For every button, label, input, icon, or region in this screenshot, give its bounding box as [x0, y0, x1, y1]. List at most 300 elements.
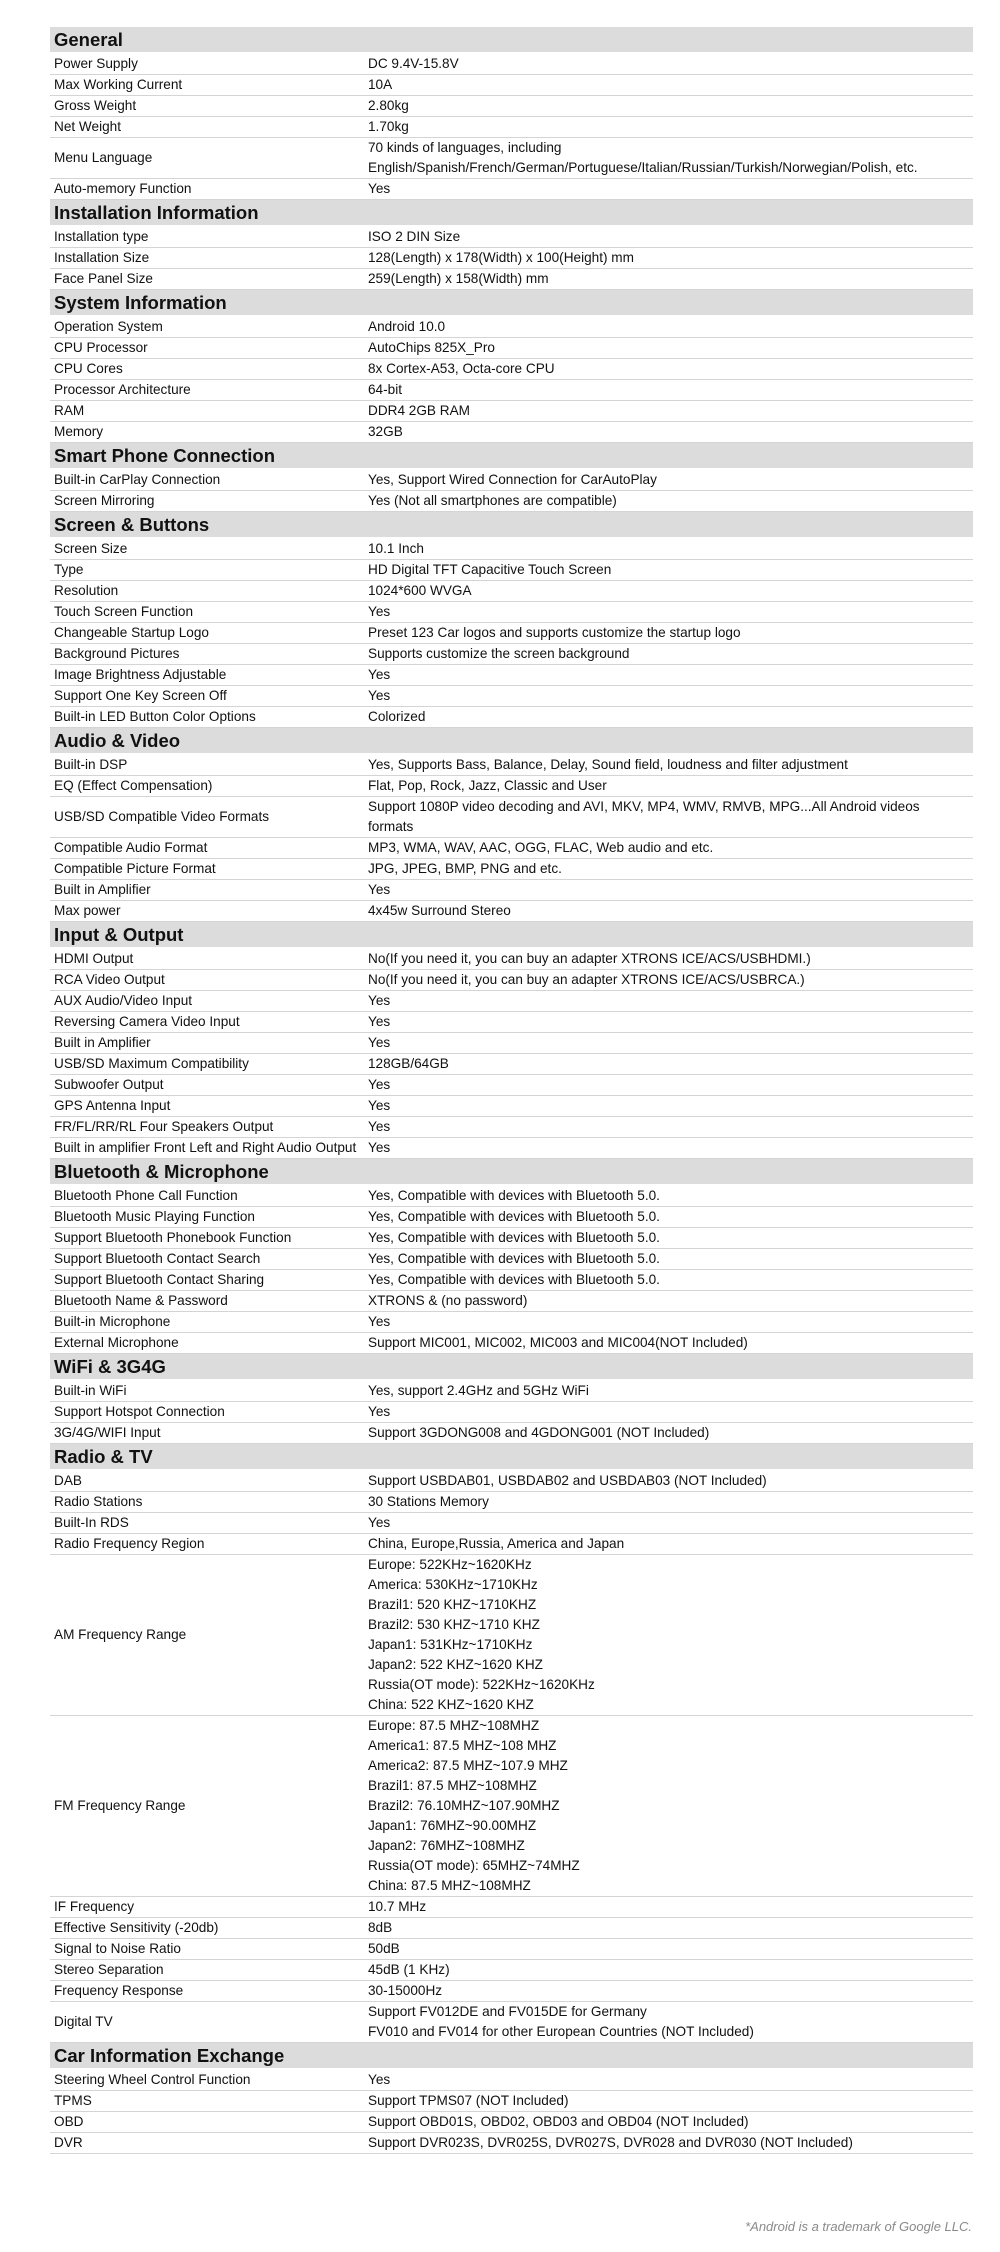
spec-value [368, 707, 973, 727]
spec-label: Compatible Picture Format [54, 861, 216, 876]
spec-label: Gross Weight [54, 98, 137, 113]
section-header: Screen & Buttons [50, 512, 973, 537]
spec-value-line: No(If you need it, you can buy an adapter XTRONS ICE/ACS/USBHDMI.) [368, 951, 811, 966]
spec-row [50, 1897, 973, 1918]
spec-value [368, 338, 973, 358]
spec-value [368, 1033, 973, 1053]
spec-label: Memory [54, 424, 104, 439]
spec-label: Built-in WiFi [54, 1383, 127, 1398]
spec-value-line: Brazil1: 87.5 MHZ~108MHZ [368, 1778, 537, 1793]
spec-row [50, 859, 973, 880]
spec-label: Bluetooth Phone Call Function [54, 1188, 238, 1203]
section-header: Radio & TV [50, 1444, 973, 1469]
spec-value-line: Yes, Compatible with devices with Bluetooth 5.0. [368, 1188, 660, 1203]
spec-value-line: Europe: 522KHz~1620KHz [368, 1557, 532, 1572]
spec-value-line: 2.80kg [368, 98, 409, 113]
spec-label: FM Frequency Range [54, 1798, 186, 1813]
spec-label: Built-in DSP [54, 757, 128, 772]
spec-label: Bluetooth Name & Password [54, 1293, 228, 1308]
spec-value-line: ISO 2 DIN Size [368, 229, 461, 244]
spec-value-line: DC 9.4V-15.8V [368, 56, 459, 71]
spec-value [368, 970, 973, 990]
spec-row [50, 665, 973, 686]
spec-row [50, 1960, 973, 1981]
spec-label: CPU Cores [54, 361, 123, 376]
spec-label: EQ (Effect Compensation) [54, 778, 213, 793]
spec-value-line: No(If you need it, you can buy an adapter XTRONS ICE/ACS/USBRCA.) [368, 972, 805, 987]
spec-row [50, 776, 973, 797]
spec-label: Image Brightness Adjustable [54, 667, 227, 682]
spec-row [50, 1249, 973, 1270]
spec-value-line: 4x45w Surround Stereo [368, 903, 511, 918]
spec-row [50, 269, 973, 290]
spec-section [50, 200, 973, 290]
spec-value-line: China: 522 KHZ~1620 KHZ [368, 1697, 534, 1712]
spec-row [50, 838, 973, 859]
spec-label: Support Bluetooth Contact Search [54, 1251, 261, 1266]
spec-row [50, 1054, 973, 1075]
spec-value-line: Yes [368, 667, 391, 682]
spec-row [50, 1939, 973, 1960]
spec-section [50, 728, 973, 922]
section-header: Input & Output [50, 922, 973, 947]
spec-value [368, 138, 973, 178]
spec-value-line: Europe: 87.5 MHZ~108MHZ [368, 1718, 540, 1733]
spec-row [50, 797, 973, 838]
spec-value [368, 1291, 973, 1311]
spec-value-line: Yes, Supports Bass, Balance, Delay, Sound field, loudness and filter adjustment [368, 757, 848, 772]
spec-value-line: Russia(OT mode): 65MHZ~74MHZ [368, 1858, 580, 1873]
spec-row [50, 401, 973, 422]
spec-row [50, 380, 973, 401]
spec-value-line: 64-bit [368, 382, 403, 397]
spec-row [50, 1075, 973, 1096]
spec-value-line: Yes [368, 1515, 391, 1530]
spec-value [368, 1939, 973, 1959]
spec-value-line: Support 1080P video decoding and AVI, MKV, MP4, WMV, RMVB, MPG...All Android videos [368, 799, 920, 814]
spec-value [368, 838, 973, 858]
spec-label: Subwoofer Output [54, 1077, 164, 1092]
spec-value-line: HD Digital TFT Capacitive Touch Screen [368, 562, 612, 577]
spec-label: Installation Size [54, 250, 150, 265]
spec-section [50, 512, 973, 728]
spec-value-line: Russia(OT mode): 522KHz~1620KHz [368, 1677, 595, 1692]
spec-section [50, 922, 973, 1159]
spec-value-line: China: 87.5 MHZ~108MHZ [368, 1878, 531, 1893]
spec-label: Max power [54, 903, 121, 918]
spec-row [50, 1381, 973, 1402]
spec-value-line: DDR4 2GB RAM [368, 403, 470, 418]
spec-value-line: Yes [368, 993, 391, 1008]
spec-label: RAM [54, 403, 85, 418]
spec-label: Built in Amplifier [54, 882, 151, 897]
spec-section [50, 2043, 973, 2154]
spec-row [50, 470, 973, 491]
spec-row [50, 1033, 973, 1054]
spec-label: Screen Mirroring [54, 493, 155, 508]
spec-row [50, 179, 973, 200]
spec-value [368, 1096, 973, 1116]
spec-value-line: 10A [368, 77, 393, 92]
spec-row [50, 248, 973, 269]
spec-label: Installation type [54, 229, 149, 244]
spec-value [368, 2002, 973, 2042]
spec-row [50, 880, 973, 901]
spec-row [50, 1534, 973, 1555]
section-header: System Information [50, 290, 973, 315]
spec-row [50, 54, 973, 75]
spec-value-line: 30-15000Hz [368, 1983, 443, 1998]
spec-row [50, 1117, 973, 1138]
spec-label: External Microphone [54, 1335, 179, 1350]
spec-row [50, 2091, 973, 2112]
spec-value-line: 10.7 MHz [368, 1899, 427, 1914]
spec-row [50, 1270, 973, 1291]
spec-value [368, 644, 973, 664]
spec-row [50, 117, 973, 138]
spec-row [50, 991, 973, 1012]
spec-value-line: MP3, WMA, WAV, AAC, OGG, FLAC, Web audio and etc. [368, 840, 714, 855]
section-header: Installation Information [50, 200, 973, 225]
spec-value [368, 755, 973, 775]
spec-row [50, 1918, 973, 1939]
spec-value-line: Support USBDAB01, USBDAB02 and USBDAB03 (NOT Included) [368, 1473, 767, 1488]
spec-row [50, 1012, 973, 1033]
spec-row [50, 96, 973, 117]
spec-label: DAB [54, 1473, 82, 1488]
spec-label: OBD [54, 2114, 84, 2129]
spec-value-line: 259(Length) x 158(Width) mm [368, 271, 549, 286]
spec-value [368, 901, 973, 921]
spec-label: RCA Video Output [54, 972, 165, 987]
spec-value [368, 1471, 973, 1491]
spec-value [368, 991, 973, 1011]
spec-value [368, 1716, 973, 1896]
spec-label: CPU Processor [54, 340, 148, 355]
spec-label: Built-in Microphone [54, 1314, 171, 1329]
spec-row [50, 1186, 973, 1207]
spec-value-line: Yes, Compatible with devices with Bluetooth 5.0. [368, 1272, 660, 1287]
spec-value [368, 1534, 973, 1554]
spec-value-line: Yes (Not all smartphones are compatible) [368, 493, 617, 508]
spec-label: Operation System [54, 319, 163, 334]
spec-value [368, 359, 973, 379]
spec-value [368, 665, 973, 685]
spec-value-line: formats [368, 819, 414, 834]
spec-row [50, 1228, 973, 1249]
spec-value [368, 859, 973, 879]
spec-section [50, 290, 973, 443]
spec-value-line: Support 3GDONG008 and 4GDONG001 (NOT Included) [368, 1425, 710, 1440]
spec-label: Steering Wheel Control Function [54, 2072, 251, 2087]
spec-label: Stereo Separation [54, 1962, 164, 1977]
spec-label: Built-In RDS [54, 1515, 129, 1530]
spec-value-line: 128(Length) x 178(Width) x 100(Height) mm [368, 250, 634, 265]
spec-value-line: Colorized [368, 709, 426, 724]
spec-value-line: Brazil2: 530 KHZ~1710 KHZ [368, 1617, 540, 1632]
spec-row [50, 359, 973, 380]
spec-value-line: 128GB/64GB [368, 1056, 449, 1071]
spec-value [368, 539, 973, 559]
spec-value [368, 1075, 973, 1095]
spec-row [50, 2070, 973, 2091]
spec-section [50, 1354, 973, 1444]
spec-value [368, 248, 973, 268]
spec-label: AUX Audio/Video Input [54, 993, 193, 1008]
spec-value-line: Support TPMS07 (NOT Included) [368, 2093, 569, 2108]
spec-value [368, 1228, 973, 1248]
spec-value [368, 2070, 973, 2090]
spec-value [368, 581, 973, 601]
spec-label: Bluetooth Music Playing Function [54, 1209, 255, 1224]
spec-value [368, 1513, 973, 1533]
spec-label: Built-in LED Button Color Options [54, 709, 256, 724]
spec-label: Max Working Current [54, 77, 183, 92]
spec-value-line: Yes [368, 2072, 391, 2087]
spec-row [50, 2002, 973, 2043]
spec-value-line: Brazil1: 520 KHZ~1710KHZ [368, 1597, 537, 1612]
spec-value [368, 1981, 973, 2001]
spec-label: Reversing Camera Video Input [54, 1014, 240, 1029]
spec-label: Menu Language [54, 150, 153, 165]
spec-value [368, 1960, 973, 1980]
spec-label: Background Pictures [54, 646, 180, 661]
spec-value-line: 50dB [368, 1941, 400, 1956]
spec-value [368, 1402, 973, 1422]
spec-value-line: Yes, Compatible with devices with Bluetooth 5.0. [368, 1251, 660, 1266]
spec-value [368, 401, 973, 421]
spec-value-line: America: 530KHz~1710KHz [368, 1577, 538, 1592]
spec-value [368, 686, 973, 706]
spec-label: USB/SD Compatible Video Formats [54, 809, 270, 824]
spec-value-line: Japan2: 76MHZ~108MHZ [368, 1838, 525, 1853]
spec-row [50, 1471, 973, 1492]
spec-value-line: Yes [368, 1119, 391, 1134]
spec-row [50, 602, 973, 623]
spec-value-line: China, Europe,Russia, America and Japan [368, 1536, 625, 1551]
spec-value [368, 880, 973, 900]
spec-label: Signal to Noise Ratio [54, 1941, 181, 1956]
spec-row [50, 138, 973, 179]
spec-label: Compatible Audio Format [54, 840, 208, 855]
spec-label: FR/FL/RR/RL Four Speakers Output [54, 1119, 274, 1134]
spec-value-line: 32GB [368, 424, 403, 439]
spec-value-line: Yes [368, 604, 391, 619]
spec-label: Touch Screen Function [54, 604, 194, 619]
spec-label: Radio Stations [54, 1494, 143, 1509]
spec-value-line: 45dB (1 KHz) [368, 1962, 450, 1977]
spec-row [50, 539, 973, 560]
spec-value [368, 1012, 973, 1032]
spec-row [50, 422, 973, 443]
spec-value [368, 1117, 973, 1137]
spec-label: Support Bluetooth Phonebook Function [54, 1230, 292, 1245]
spec-label: Built in amplifier Front Left and Right Audio Output [54, 1140, 357, 1155]
spec-label: Net Weight [54, 119, 121, 134]
spec-label: Support Bluetooth Contact Sharing [54, 1272, 265, 1287]
spec-value-line: Yes, Support Wired Connection for CarAutoPlay [368, 472, 657, 487]
spec-value-line: Yes [368, 688, 391, 703]
spec-value-line: Support OBD01S, OBD02, OBD03 and OBD04 (NOT Included) [368, 2114, 749, 2129]
spec-row [50, 1981, 973, 2002]
spec-value-line: 70 kinds of languages, including [368, 140, 562, 155]
spec-label: Screen Size [54, 541, 128, 556]
spec-value-line: Yes [368, 1404, 391, 1419]
section-header: General [50, 27, 973, 52]
spec-value [368, 2091, 973, 2111]
spec-value [368, 269, 973, 289]
section-header: Car Information Exchange [50, 2043, 973, 2068]
spec-row [50, 75, 973, 96]
spec-value-line: Yes [368, 1014, 391, 1029]
spec-value [368, 1423, 973, 1443]
spec-label: Radio Frequency Region [54, 1536, 205, 1551]
spec-label: Processor Architecture [54, 382, 191, 397]
spec-value [368, 75, 973, 95]
spec-value [368, 1381, 973, 1401]
spec-value [368, 491, 973, 511]
spec-label: Built in Amplifier [54, 1035, 151, 1050]
spec-value-line: 1.70kg [368, 119, 409, 134]
spec-label: USB/SD Maximum Compatibility [54, 1056, 249, 1071]
spec-row [50, 949, 973, 970]
spec-label: Resolution [54, 583, 119, 598]
spec-value [368, 422, 973, 442]
spec-value-line: Android 10.0 [368, 319, 446, 334]
spec-value-line: Japan1: 76MHZ~90.00MHZ [368, 1818, 537, 1833]
spec-label: Frequency Response [54, 1983, 184, 1998]
spec-value-line: 10.1 Inch [368, 541, 424, 556]
trademark-footnote: *Android is a trademark of Google LLC. [745, 2219, 972, 2234]
spec-value-line: English/Spanish/French/German/Portuguese/Italian/Russian/Turkish/Norwegian/Polish, etc. [368, 160, 918, 175]
spec-row [50, 623, 973, 644]
spec-row [50, 338, 973, 359]
spec-value-line: Yes [368, 1077, 391, 1092]
spec-row [50, 1716, 973, 1897]
spec-label: HDMI Output [54, 951, 134, 966]
spec-row [50, 491, 973, 512]
spec-label: IF Frequency [54, 1899, 135, 1914]
spec-value [368, 1249, 973, 1269]
spec-row [50, 1207, 973, 1228]
spec-label: Auto-memory Function [54, 181, 192, 196]
spec-label: Digital TV [54, 2014, 113, 2029]
spec-value-line: Preset 123 Car logos and supports customize the startup logo [368, 625, 741, 640]
spec-value-line: Yes [368, 1098, 391, 1113]
spec-value [368, 949, 973, 969]
spec-value-line: Yes [368, 181, 391, 196]
spec-value [368, 1918, 973, 1938]
spec-row [50, 707, 973, 728]
spec-value [368, 1492, 973, 1512]
spec-value [368, 227, 973, 247]
spec-value-line: Yes [368, 1314, 391, 1329]
spec-value-line: Support FV012DE and FV015DE for Germany [368, 2004, 647, 2019]
spec-label: Changeable Startup Logo [54, 625, 209, 640]
spec-row [50, 1138, 973, 1159]
spec-row [50, 1402, 973, 1423]
spec-value [368, 470, 973, 490]
spec-label: Built-in CarPlay Connection [54, 472, 221, 487]
spec-row [50, 560, 973, 581]
spec-row [50, 1312, 973, 1333]
spec-value [368, 1897, 973, 1917]
spec-value-line: 1024*600 WVGA [368, 583, 472, 598]
spec-value [368, 623, 973, 643]
spec-value-line: Yes, Compatible with devices with Bluetooth 5.0. [368, 1209, 660, 1224]
spec-label: Power Supply [54, 56, 138, 71]
spec-label: TPMS [54, 2093, 92, 2108]
spec-value-line: America2: 87.5 MHZ~107.9 MHZ [368, 1758, 568, 1773]
spec-label: Face Panel Size [54, 271, 153, 286]
spec-value [368, 1207, 973, 1227]
spec-label: Effective Sensitivity (-20db) [54, 1920, 219, 1935]
spec-value [368, 560, 973, 580]
spec-value-line: Support DVR023S, DVR025S, DVR027S, DVR028 and DVR030 (NOT Included) [368, 2135, 853, 2150]
spec-value-line: Yes, Compatible with devices with Bluetooth 5.0. [368, 1230, 660, 1245]
spec-value-line: 30 Stations Memory [368, 1494, 489, 1509]
spec-label: 3G/4G/WIFI Input [54, 1425, 161, 1440]
spec-row [50, 970, 973, 991]
spec-label: AM Frequency Range [54, 1627, 187, 1642]
spec-row [50, 227, 973, 248]
spec-value-line: XTRONS & (no password) [368, 1293, 528, 1308]
spec-section [50, 27, 973, 200]
spec-value [368, 776, 973, 796]
spec-label: DVR [54, 2135, 83, 2150]
spec-value-line: Brazil2: 76.10MHZ~107.90MHZ [368, 1798, 560, 1813]
spec-value-line: Yes [368, 1140, 391, 1155]
spec-row [50, 1291, 973, 1312]
spec-value [368, 2133, 973, 2153]
section-header: Smart Phone Connection [50, 443, 973, 468]
spec-value [368, 602, 973, 622]
spec-section [50, 443, 973, 512]
spec-value-line: Japan1: 531KHz~1710KHz [368, 1637, 533, 1652]
spec-value [368, 117, 973, 137]
spec-row [50, 1513, 973, 1534]
spec-value [368, 797, 973, 837]
section-header: Bluetooth & Microphone [50, 1159, 973, 1184]
spec-value [368, 1054, 973, 1074]
spec-row [50, 1423, 973, 1444]
spec-value-line: 8dB [368, 1920, 393, 1935]
spec-row [50, 1555, 973, 1716]
spec-value-line: JPG, JPEG, BMP, PNG and etc. [368, 861, 562, 876]
spec-value-line: 8x Cortex-A53, Octa-core CPU [368, 361, 555, 376]
spec-value-line: Flat, Pop, Rock, Jazz, Classic and User [368, 778, 607, 793]
spec-row [50, 2112, 973, 2133]
spec-row [50, 317, 973, 338]
spec-value [368, 2112, 973, 2132]
spec-row [50, 1333, 973, 1354]
spec-label: Support Hotspot Connection [54, 1404, 225, 1419]
spec-value [368, 179, 973, 199]
spec-value-line: AutoChips 825X_Pro [368, 340, 495, 355]
spec-row [50, 755, 973, 776]
spec-value [368, 96, 973, 116]
spec-value [368, 1555, 973, 1715]
spec-row [50, 1096, 973, 1117]
spec-section [50, 1159, 973, 1354]
spec-value-line: Yes [368, 1035, 391, 1050]
spec-value [368, 380, 973, 400]
spec-value [368, 1270, 973, 1290]
spec-value-line: Yes, support 2.4GHz and 5GHz WiFi [368, 1383, 589, 1398]
spec-row [50, 686, 973, 707]
spec-value-line: America1: 87.5 MHZ~108 MHZ [368, 1738, 557, 1753]
spec-section [50, 1444, 973, 2043]
